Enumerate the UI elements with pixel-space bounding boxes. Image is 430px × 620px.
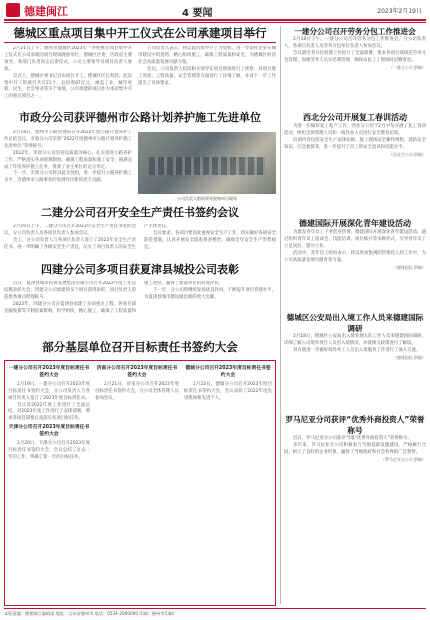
article-3-headline: 二建分公司召开安全生产责任书签约会议 [41,206,239,219]
article-lead-body-col1 [4,46,132,108]
paragraph: 2022年，市政分公司坚持以质量为核心，扎实推进公路养护工作，严格落实各项管理制度，确保工程质量和施工安全，圆满完成了年度养护施工任务，得到了业主单位的充分肯定。 [4,150,132,170]
page-footer: 本版责编：德建闽江编辑部 地址：山东省德州市 电话：0534-2000000 印刷：德州市印刷厂 [4,608,426,617]
paragraph: 双方就进一步做好境外务工人员出入境服务工作进行了深入交流。 [293,347,421,353]
paragraph: 为进一步做好复工复产工作，西北分公司于2月中旬开展了复工春训活动，组织全体管理人员和一线作业人员进行安全教育培训。 [284,124,426,136]
paragraph: 2月18日下午，一建分公司召开劳务分包工作推进会，分公司负责人、各项目负责人及劳务分包单位负责人参加会议。 [284,37,426,49]
paragraph: 仪式上，德城区委书记宣布项目开工，德城区区长致辞。此次集中开工的项目共计21个，总投资87亿元，涵盖工业、城市更新、民生、社会事业等多个领域，公司承建的项目作为本次集中开工的重点项目之一。 [4,73,132,100]
article-5-col2 [95,364,179,602]
newspaper-name: 德建闽江 [24,5,68,18]
paragraph: 下一步，市政分公司将以此为契机，进一步提升公路养护施工水平，为德州市公路事业的发展作出新的更大贡献。 [4,171,132,184]
paragraph: 会议要求，各项目要高度重视安全生产工作，切实做好各项安全防范措施，认真开展安全隐患排查整治，确保全年安全生产形势稳定。 [144,230,276,250]
article-lead-headline: 德城区重点项目集中开工仪式在公司承建项目举行 [13,26,267,40]
paragraph: 下一步，分公司将继续发扬优良作风，不断提升项目管理水平，为夏津县城市建设做出新的更大贡献。 [144,287,276,300]
article-5 [4,338,276,358]
masthead-rule-thin [4,22,426,23]
article-4-body [4,281,276,335]
issue-date: 2023年2月19日 [377,8,422,15]
paragraph: 2月21日上午，德州市德城区2023年一季度重点项目集中开工仪式在公司承建的项目现场隆重举行。德城区区委、区政府主要领导，各部门负责同志出席仪式，公司主要领导及项目负责人参加。 [4,46,132,72]
article-lead-body-col2 [138,46,276,108]
paragraph: 会后，公司负责人陪同相关领导在项目现场进行了视察，对项目施工进度、工程质量、安全管理等方面进行了详细了解，并对下一步工作提出了具体要求。 [138,66,276,86]
paragraph: 为激发青年员工干事创业热情，德建国际开展深化青年建设活动，通过组织青年员工座谈会、技能培训、岗位练兵等多种形式，引导青年员工立足岗位、建功立业。 [284,230,426,249]
article-4 [4,262,276,280]
byline: （西北分公司 供稿） [388,151,426,157]
paragraph: 2022年，四建分公司在夏津县承建了多项重点工程，各项目部克服疫情等不利因素影响，科学组织，精心施工，确保了工程质量和施工进度，赢得了建设单位的高度评价。 [4,281,224,314]
article-9-headline: 德城区公安局出入境工作人员来德建国际调研 [286,313,424,333]
newspaper-logo-icon [6,3,20,17]
article-7-headline: 西北分公司开展复工春训活动 [303,113,407,122]
article-6-headline: 一建分公司召开劳务分包工作推进会 [294,27,416,36]
subheadline: 德城分公司召开2023年度目标责任书签约大会 [185,366,271,378]
subheadline: 天津分公司召开2023年度目标责任书签约大会 [8,425,90,438]
paragraph: 2月22日，德城分公司召开2023年度目标责任书签约大会，会议表彰了2022年度先进集体和先进个人。 [184,381,272,401]
masthead [0,0,430,22]
byline: （一建分公司 供稿） [388,64,426,70]
paragraph: 培训内容包括安全生产法律法规、施工现场安全操作规程、消防安全知识、应急救援等，进一步提升了员工的安全意识和技能水平。 [284,137,426,150]
byline: （德建国际 供稿） [392,354,426,360]
subheadline: 一建分公司召开2023年度目标责任书签约大会 [8,366,90,378]
paragraph: 近日，夏津县城市投资发展集团有限公司召开2022年度工作总结暨表彰大会，四建分公司承建的多个项目获得表彰，项目负责人荣获优秀项目经理称号。 [4,281,136,300]
article-2 [4,110,276,128]
article-3 [4,205,276,223]
subheadline: 济南分公司召开2023年度目标责任书签约大会 [96,366,178,378]
page-label: 4 要闻 [182,8,213,19]
article-5-headline: 部分基层单位召开目标责任书签约大会 [42,340,238,354]
article-4-headline: 四建分公司多项目获夏津县城投公司表彰 [41,263,239,276]
byline: （罗马尼亚分公司 供稿） [380,456,426,462]
article-5-col1 [8,364,90,602]
photo-caption: 公司负责人陪同领导视察项目现场 [177,196,237,201]
paragraph: 2月19日，一建分公司召开2023年度目标责任书签约大会，分公司负责人与各项目负责人签订了2023年度目标责任书。 [8,381,90,401]
paragraph: 会上，分公司负责人与各项目负责人签订了2023年安全生产责任书，进一步明确了各级安全生产责任，压实了项目负责人的安全生产主体责任。 [4,224,171,250]
news-photo [138,132,276,194]
masthead-rule [4,19,426,21]
article-6 [284,26,426,110]
column-divider [280,26,281,604]
article-8 [284,218,426,310]
headline-underline [4,42,276,43]
article-10 [284,414,426,604]
article-7 [284,112,426,216]
article-10-headline: 罗马尼亚分司获评“优秀外商投资人”荣誉称号 [285,415,425,435]
article-2-headline: 市政分公司获评德州市公路计划养护施工先进单位 [19,111,261,124]
paragraph: 多年来，罗马尼亚分公司积极参与当地基础设施建设，严格履行合同，树立了良好的企业形象，赢得了当地政府和社会各界的广泛赞誉。 [284,442,426,455]
paragraph: 2月18日，德城区公安局出入境管理大队工作人员来德建国际调研，详细了解公司境外项目人员出入境情况，并就相关政策进行了解读。 [284,334,426,346]
paragraph: 会议对2022年度工作进行了全面总结，对2023年度工作进行了安排部署，要求各项目部要认真落实各项目标任务。 [8,402,90,422]
paragraph: 2月21日，济南分公司召开2023年度目标责任书签约大会，分公司全体管理人员参加会议。 [95,381,179,401]
paragraph: 2月19日上午，二建分公司召开2023年安全生产责任书签约会议，分公司负责人及各项目负责人参加会议。 [4,224,136,236]
paragraph: 2月18日，德州市公路管理局召开2022年度公路计划养护工作总结会议，市政分公司荣获“2022年度德州市公路计划养护施工先进单位”荣誉称号。 [4,130,132,149]
article-8-headline: 德建国际开展深化青年建设活动 [299,219,411,228]
paragraph: 活动中，青年员工纷纷表示，将以更加饱满的热情投入到工作中，为公司高质量发展贡献青春力量。 [284,250,426,263]
article-2-body [4,130,132,202]
paragraph: 2月20日，天津分公司召开2023年度目标责任书签约大会，会议总结了过去一年的工作，明确了新一年的目标任务。 [8,441,90,460]
byline: （德建国际 供稿） [392,264,426,270]
paragraph: 近日，罗马尼亚分公司获评当地“优秀外商投资人”荣誉称号。 [293,436,412,441]
article-5-col3 [184,364,272,602]
paragraph: 公司负责人表示，将以此次集中开工为契机，进一步发挥企业在城市建设中的优势，精心组织施工，确保工程质量和安全，为德城区经济社会高质量发展贡献力量。 [138,46,276,65]
paragraph: 会议就劳务分包管理工作进行了全面部署，要求各项目部规范劳务分包管理，加强劳务人员实名制管理，确保农民工工资按时足额发放。 [284,50,426,63]
article-9 [284,312,426,412]
article-3-body [4,224,276,262]
